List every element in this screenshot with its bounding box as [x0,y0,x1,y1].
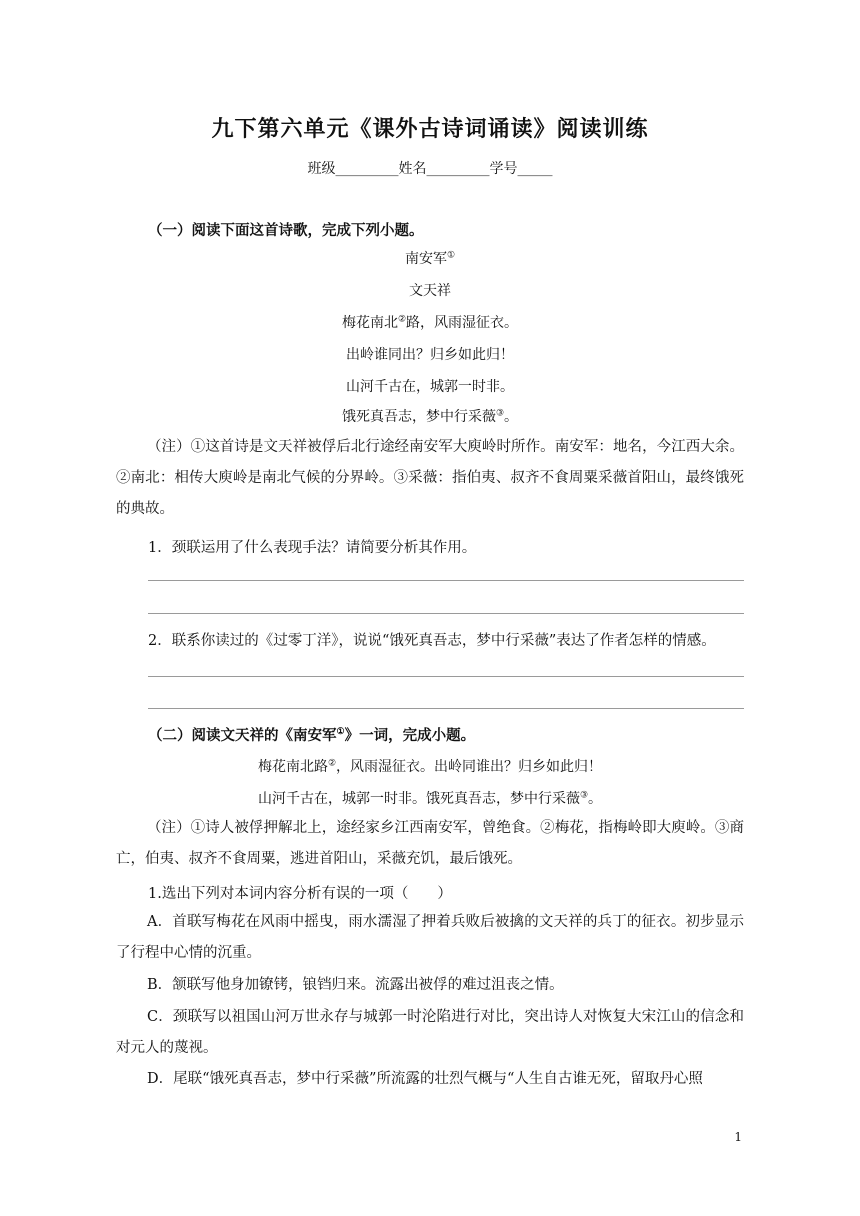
section1-note: （注）①这首诗是文天祥被俘后北行途经南安军大庾岭时所作。南安军：地名，今江西大余。②南北：相传大庾岭是南北气候的分界岭。③采薇：指伯夷、叔齐不食周粟采薇首阳山，最终饿死的典故。 [116,439,744,517]
page-title: 九下第六单元《课外古诗词诵读》阅读训练 [211,116,649,142]
section1-heading: （一）阅读下面这首诗歌，完成下列小题。 [148,222,424,239]
poem-line: 山河千古在，城郭一时非。 [346,379,514,395]
poem2-line: 梅花南北路②，风雨湿征衣。出岭同谁出？归乡如此归！ [257,758,603,775]
option-d: D．尾联“饿死真吾志，梦中行采薇”所流露的壮烈气概与“人生自古谁无死，留取丹心照 [147,1071,703,1087]
option-a: A．首联写梅花在风雨中摇曳，雨水濡湿了押着兵败后被擒的文天祥的兵丁的征衣。初步显示了行程中心情的沉重。 [116,914,744,961]
option-b: B．颔联写他身加镣铐，锒铛归来。流露出被俘的难过沮丧之情。 [147,977,564,993]
question-2: 2．联系你读过的《过零丁洋》，说说“饿死真吾志，梦中行采薇”表达了作者怎样的情感。 [148,633,716,649]
student-info: 班级_________姓名_________学号_____ [307,161,553,177]
section2-heading: （二）阅读文天祥的《南安军①》一词，完成小题。 [148,727,476,744]
poem-title: 南安军① [404,250,456,267]
poem-author: 文天祥 [409,283,451,299]
answer-line [148,676,744,677]
question-2-1: 1.选出下列对本词内容分析有误的一项（ ） [148,886,452,902]
answer-line [148,580,744,581]
poem-line: 梅花南北②路，风雨湿征衣。 [341,314,519,331]
question-1: 1．颈联运用了什么表现手法？请简要分析其作用。 [148,540,477,556]
poem-line: 出岭谁同出？归乡如此归！ [346,347,514,363]
option-c: C．颈联写以祖国山河万世永存与城郭一时沦陷进行对比，突出诗人对恢复大宋江山的信念和对元人的蔑视。 [116,1009,744,1056]
poem2-line: 山河千古在，城郭一时非。饿死真吾志，梦中行采薇③。 [257,790,603,807]
page-number: 1 [734,1130,742,1144]
answer-line [148,613,744,614]
poem-line: 饿死真吾志，梦中行采薇③。 [341,408,519,425]
answer-line [148,708,744,709]
section2-note: （注）①诗人被俘押解北上，途经家乡江西南安军，曾绝食。②梅花，指梅岭即大庾岭。③商亡，伯夷、叔齐不食周粟，逃进首阳山，采薇充饥，最后饿死。 [116,820,744,867]
